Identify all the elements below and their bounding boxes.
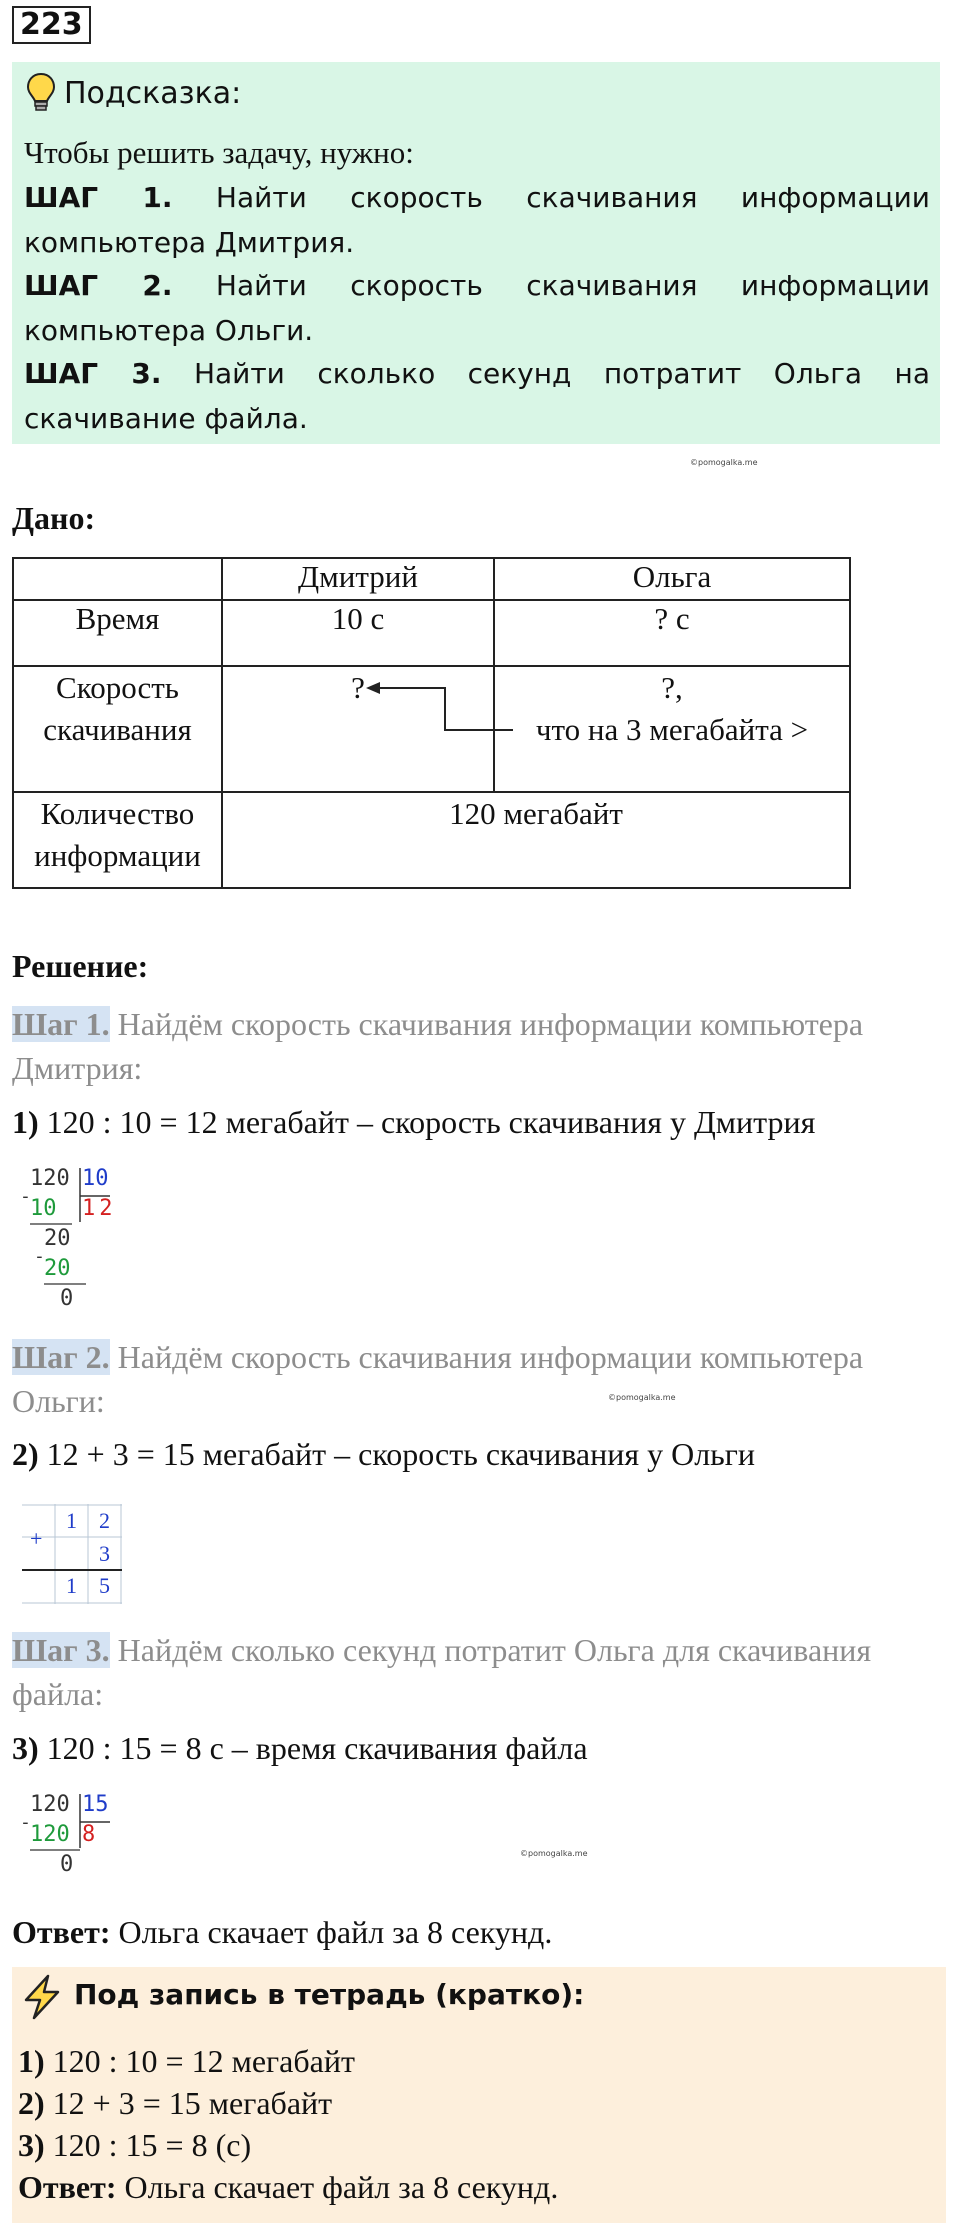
div1-quotient: 12 [82, 1196, 117, 1221]
row-amount-line: информации [34, 838, 201, 873]
line-number: 2) [18, 2085, 45, 2121]
solution-step-3 [12, 1628, 952, 1716]
hint-step-text: Найти скорость скачивания информации компьютера Дмитрия. [24, 181, 930, 259]
div2-divisor: 15 [82, 1792, 109, 1817]
step-tag: Шаг 2. [12, 1339, 110, 1375]
watermark: ©pomogalka.me [608, 1393, 676, 1402]
corner-cell [13, 558, 222, 600]
solution-label: Решение: [12, 948, 149, 984]
div2-remainder: 0 [60, 1852, 74, 1877]
answer-text: Ольга скачает файл за 8 секунд. [116, 2169, 559, 2205]
hint-title: Подсказка: [64, 76, 242, 111]
equation-number: 3) [12, 1730, 39, 1766]
div1-subtrahend-2: 20 [44, 1256, 71, 1281]
row-time-label: Время [13, 600, 222, 666]
notebook-line-3 [18, 2127, 251, 2164]
answer-label: Ответ: [18, 2169, 117, 2205]
speed-olga [494, 666, 850, 792]
notebook-line-1 [18, 2043, 355, 2080]
row-amount-line: Количество [40, 796, 195, 831]
div2-quotient: 8 [82, 1822, 96, 1847]
div1-minus: - [20, 1186, 31, 1207]
hint-step-text: Найти скорость скачивания информации компьютера Ольги. [24, 269, 930, 347]
notebook-line-2 [18, 2085, 332, 2122]
row-speed-line: Скорость [56, 670, 179, 705]
step-text: Найдём сколько секунд потратит Ольга для скачивания файла: [12, 1632, 872, 1712]
div1-remainder-2: 0 [60, 1286, 74, 1311]
div2-dividend: 120 [30, 1792, 70, 1817]
equation-text: 12 + 3 = 15 мегабайт – скорость скачивания у Ольги [38, 1436, 756, 1472]
equation-number: 1) [12, 1104, 39, 1140]
speed-dmitry: ? [222, 666, 494, 792]
step-text: Найдём скорость скачивания информации компьютера Дмитрия: [12, 1006, 864, 1086]
equation-number: 2) [12, 1436, 39, 1472]
addend-1-tens: 1 [66, 1508, 77, 1533]
div2-lines [28, 1792, 112, 1862]
solution-step-1 [12, 1002, 952, 1090]
notebook-title: Под запись в тетрадь (кратко): [74, 1978, 585, 2011]
step-tag: Шаг 1. [12, 1006, 110, 1042]
hint-step-label: ШАГ 1. [24, 181, 173, 214]
hint-step-3 [24, 351, 930, 441]
hint-step-label: ШАГ 3. [24, 357, 162, 390]
plus-sign: + [30, 1526, 43, 1551]
equation-text: 120 : 10 = 12 мегабайт – скорость скачивания у Дмитрия [38, 1104, 816, 1140]
amount-value: 120 мегабайт [222, 792, 850, 888]
notebook-answer [18, 2169, 558, 2206]
addend-1-ones: 2 [99, 1508, 110, 1533]
div1-remainder-1: 20 [44, 1226, 71, 1251]
row-speed-line: скачивания [43, 712, 192, 747]
step-tag: Шаг 3. [12, 1632, 110, 1668]
hint-step-1 [24, 175, 930, 265]
lightbulb-icon [26, 72, 56, 112]
line-number: 1) [18, 2043, 45, 2079]
div1-subtrahend-1: 10 [30, 1196, 57, 1221]
line-number: 3) [18, 2127, 45, 2163]
sum-tens: 1 [66, 1573, 77, 1598]
line-text: 120 : 10 = 12 мегабайт [44, 2043, 355, 2079]
line-text: 120 : 15 = 8 (с) [44, 2127, 252, 2163]
answer-label: Ответ: [12, 1914, 111, 1950]
addend-2: 3 [99, 1541, 110, 1566]
row-amount-label [13, 792, 222, 888]
div1-minus: - [34, 1246, 45, 1267]
lightning-icon [20, 1974, 64, 2020]
watermark: ©pomogalka.me [520, 1849, 588, 1858]
div1-dividend: 120 [30, 1166, 70, 1191]
comparison-arrow [360, 670, 520, 736]
row-speed-label [13, 666, 222, 792]
watermark: ©pomogalka.me [690, 458, 758, 467]
solution-step-2 [12, 1335, 952, 1423]
equation-1 [12, 1104, 815, 1141]
hint-step-label: ШАГ 2. [24, 269, 173, 302]
hint-step-2 [24, 263, 930, 353]
div2-minus: - [20, 1812, 31, 1833]
hint-intro: Чтобы решить задачу, нужно: [24, 135, 414, 170]
time-dmitry: 10 с [222, 600, 494, 666]
answer [12, 1914, 552, 1951]
speed-olga-line: что на 3 мегабайта > [535, 712, 809, 747]
div1-lines [28, 1166, 112, 1316]
equation-text: 120 : 15 = 8 с – время скачивания файла [38, 1730, 588, 1766]
time-olga: ? с [494, 600, 850, 666]
sum-ones: 5 [99, 1573, 110, 1598]
equation-3 [12, 1730, 588, 1767]
answer-text: Ольга скачает файл за 8 секунд. [110, 1914, 553, 1950]
equation-2 [12, 1436, 755, 1473]
task-number: 223 [12, 6, 91, 44]
div2-subtrahend: 120 [30, 1822, 70, 1847]
header-olga: Ольга [494, 558, 850, 600]
hint-step-text: Найти сколько секунд потратит Ольга на скачивание файла. [24, 357, 930, 435]
given-label: Дано: [12, 500, 96, 536]
step-text: Найдём скорость скачивания информации компьютера Ольги: [12, 1339, 864, 1419]
div1-divisor: 10 [82, 1166, 109, 1191]
speed-olga-line: ?, [661, 670, 683, 705]
header-dmitry: Дмитрий [222, 558, 494, 600]
line-text: 12 + 3 = 15 мегабайт [44, 2085, 333, 2121]
